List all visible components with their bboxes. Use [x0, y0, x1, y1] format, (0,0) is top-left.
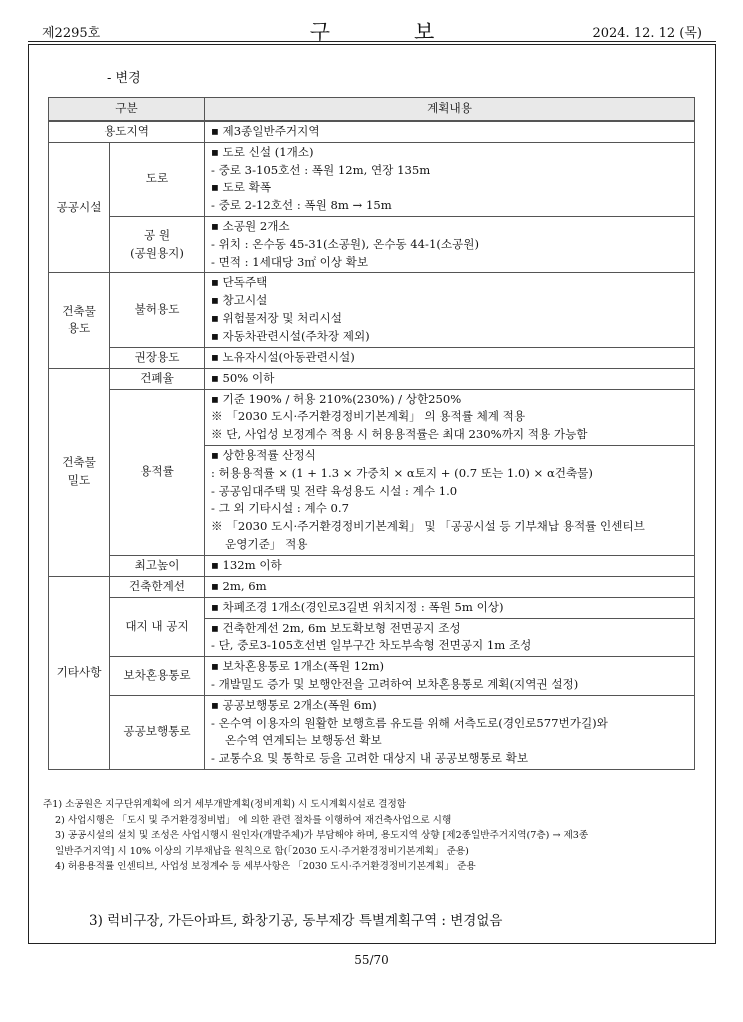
- road-content: ▪ 도로 신설 (1개소) - 중로 3-105호선 : 폭원 12m, 연장 135m ▪ 도로 확폭 - 중로 2-12호선 : 폭원 8m → 15m: [205, 142, 695, 216]
- closing-statement: 3) 럭비구장, 가든아파트, 화창기공, 동부제강 특별계획구역 : 변경없음: [89, 913, 503, 929]
- footnote-3-cont: 일반주거지역] 시 10% 이상의 기부채납을 원칙으로 함(「2030 도시·주거환경정비기본계획」 준용): [55, 845, 469, 857]
- table-row: [49, 576, 695, 597]
- row-label-park: 공 원 (공원용지): [110, 216, 205, 272]
- max-height-content: ▪ 132m 이하: [205, 555, 695, 576]
- footnote-1: 주1) 소공원은 지구단위계획에 의거 세부개발계획(정비계획) 시 도시계획시설로 결정함: [43, 799, 407, 810]
- content-frame: [28, 44, 716, 944]
- row-label-far: 용적률: [110, 389, 205, 555]
- table-row: [49, 389, 695, 445]
- row-label-public-walkway: 공공보행통로: [110, 695, 205, 769]
- group-label-public: 공공시설: [49, 142, 110, 273]
- table-row: [49, 695, 695, 769]
- open-space-frontage: ▪ 건축한계선 2m, 6m 보도확보형 전면공지 조성 - 단, 중로3-105호선변 일부구간 차도부속형 전면공지 1m 조성: [205, 618, 695, 657]
- group-label-other: 기타사항: [49, 576, 110, 769]
- row-label-bcr: 건폐율: [110, 368, 205, 389]
- row-label-prohibited-use: 불허용도: [110, 273, 205, 347]
- public-walkway-content: ▪ 공공보행통로 2개소(폭원 6m) - 온수역 이용자의 원활한 보행흐름 유도를 위해 서측도로(경인로577번가길)와 온수역 연계되는 보행동선 확보 - 교통수요 및 통학로 등을 고려한 대상지 내 공공보행통로 확보: [205, 695, 695, 769]
- table-header-row: [49, 98, 695, 122]
- page-header: [28, 20, 716, 44]
- far-content-basis: ▪ 기준 190% / 허용 210%(230%) / 상한250% ※ 「2030 도시·주거환경정비기본계획」 의 용적률 체계 적용 ※ 단, 사업성 보정계수 적용 시 허용용적률은 최대 230%까지 적용 가능함: [205, 389, 695, 445]
- shared-road-content: ▪ 보차혼용통로 1개소(폭원 12m) - 개발밀도 증가 및 보행안전을 고려하여 보차혼용통로 계획(지역권 설정): [205, 657, 695, 696]
- table-row: [49, 368, 695, 389]
- row-label-shared-road: 보차혼용통로: [110, 657, 205, 696]
- row-label-max-height: 최고높이: [110, 555, 205, 576]
- table-row: [49, 597, 695, 618]
- bcr-content: ▪ 50% 이하: [205, 368, 695, 389]
- table-row: [49, 555, 695, 576]
- section-heading: - 변경: [107, 71, 141, 86]
- table-row: [49, 142, 695, 216]
- table-row: [49, 657, 695, 696]
- recommended-use-content: ▪ 노유자시설(아동관련시설): [205, 347, 695, 368]
- table-row: [49, 347, 695, 368]
- page-number: 55/70: [354, 953, 389, 967]
- table-row: [49, 121, 695, 142]
- header-category: 구분: [49, 98, 205, 122]
- group-label-density: 건축물 밀도: [49, 368, 110, 576]
- issue-date: 2024. 12. 12 (목): [592, 26, 702, 41]
- header-rule: [28, 41, 716, 42]
- footnotes: [43, 797, 588, 875]
- footnote-3: 3) 공공시설의 설치 및 조성은 사업시행시 원인자(개발주체)가 부담해야 하며, 용도지역 상향 [제2종일반주거지역(7층) → 제3종: [55, 830, 589, 841]
- far-content-formula: ▪ 상한용적률 산정식 : 허용용적률 × (1 + 1.3 × 가중치 × α토지 + (0.7 또는 1.0) × α건축물) - 공공임대주택 및 전략 육성용도 시설 : 계수 1.0 - 그 외 기타시설 : 계수 0.7 ※ 「2030 도시·주거환경정비기본계획」 및 「공공시설 등 기부채납 용적률 인센티브 운영기준」 적용: [205, 445, 695, 555]
- use-district-content: ▪ 제3종일반주거지역: [205, 121, 695, 142]
- row-label-recommended-use: 권장용도: [110, 347, 205, 368]
- table-row: [49, 216, 695, 272]
- header-content: 계획내용: [205, 98, 695, 122]
- issue-number: 제2295호: [42, 26, 101, 41]
- gazette-title: 구보: [309, 20, 519, 44]
- footnote-4: 4) 허용용적률 인센티브, 사업성 보정계수 등 세부사항은 「2030 도시·주거환경정비기본계획」 준용: [55, 861, 476, 872]
- park-content: ▪ 소공원 2개소 - 위치 : 온수동 45-31(소공원), 온수동 44-1(소공원) - 면적 : 1세대당 3㎡ 이상 확보: [205, 216, 695, 272]
- setback-content: ▪ 2m, 6m: [205, 576, 695, 597]
- open-space-screening: ▪ 차폐조경 1개소(경인로3길변 위치지정 : 폭원 5m 이상): [205, 597, 695, 618]
- prohibited-use-content: ▪ 단독주택 ▪ 창고시설 ▪ 위험물저장 및 처리시설 ▪ 자동차관련시설(주차장 제외): [205, 273, 695, 347]
- row-label-use-district: 용도지역: [49, 121, 205, 142]
- group-label-building-use: 건축물 용도: [49, 273, 110, 368]
- row-label-setback: 건축한계선: [110, 576, 205, 597]
- row-label-road: 도로: [110, 142, 205, 216]
- table-row: [49, 273, 695, 347]
- footnote-2: 2) 사업시행은 「도시 및 주거환경정비법」 에 의한 관련 절차를 이행하여 재건축사업으로 시행: [55, 814, 452, 826]
- row-label-open-space: 대지 내 공지: [110, 597, 205, 656]
- plan-table: [48, 97, 695, 770]
